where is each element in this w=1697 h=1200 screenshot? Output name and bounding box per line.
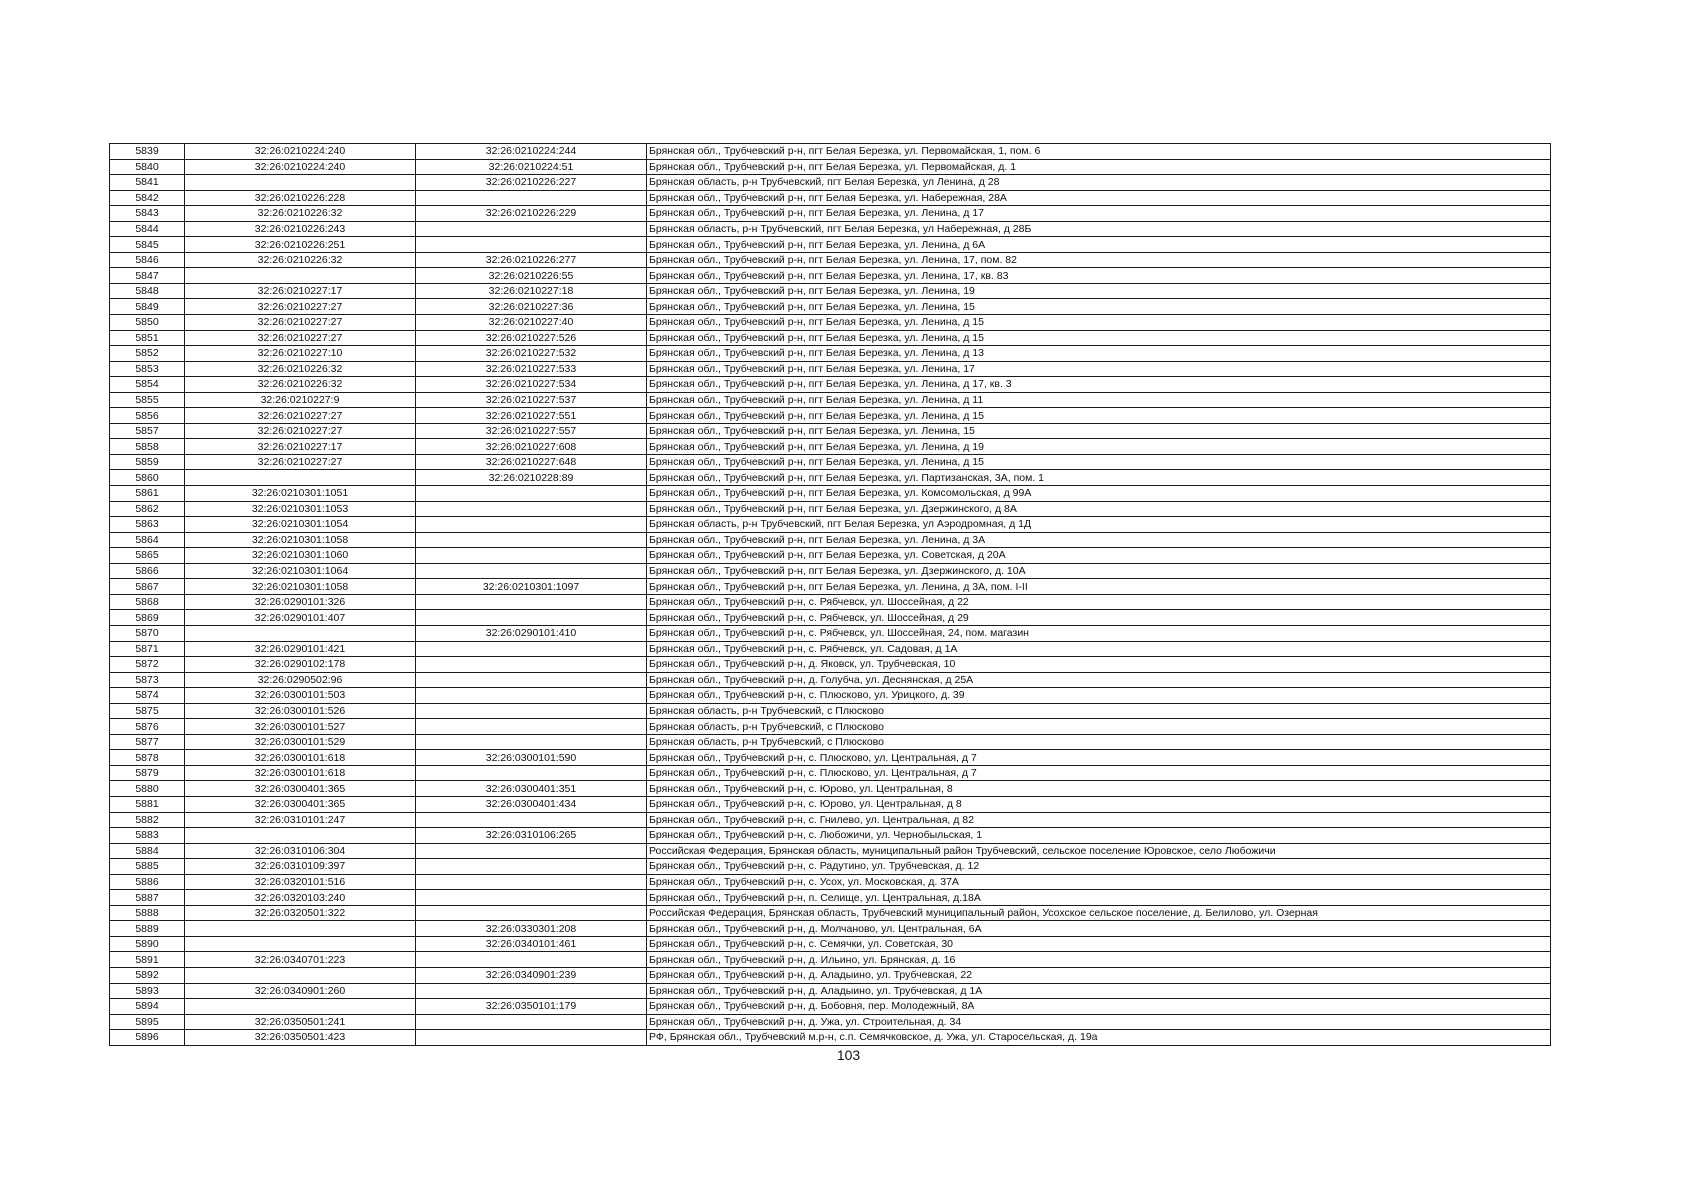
row-number-cell: 5896	[110, 1030, 185, 1046]
land-plot-cadastral-cell: 32:26:0210301:1064	[185, 563, 416, 579]
address-cell: Брянская область, р-н Трубчевский, с Плюсково	[647, 719, 1551, 735]
building-cadastral-cell: 32:26:0330301:208	[416, 921, 647, 937]
building-cadastral-cell	[416, 812, 647, 828]
land-plot-cadastral-cell: 32:26:0210301:1054	[185, 517, 416, 533]
table-row	[110, 315, 1551, 331]
row-number-cell: 5894	[110, 999, 185, 1015]
row-number-cell: 5880	[110, 781, 185, 797]
row-number-cell: 5855	[110, 392, 185, 408]
land-plot-cadastral-cell	[185, 268, 416, 284]
building-cadastral-cell	[416, 486, 647, 502]
land-plot-cadastral-cell: 32:26:0210301:1053	[185, 501, 416, 517]
address-cell: Брянская обл., Трубчевский р-н, д. Аладыино, ул. Трубчевская, д 1А	[647, 983, 1551, 999]
building-cadastral-cell: 32:26:0210224:244	[416, 144, 647, 160]
table-row	[110, 874, 1551, 890]
land-plot-cadastral-cell: 32:26:0210224:240	[185, 144, 416, 160]
building-cadastral-cell: 32:26:0210227:40	[416, 315, 647, 331]
building-cadastral-cell: 32:26:0310106:265	[416, 828, 647, 844]
building-cadastral-cell	[416, 237, 647, 253]
address-cell: Брянская область, р-н Трубчевский, пгт Белая Березка, ул Набережная, д 28Б	[647, 221, 1551, 237]
building-cadastral-cell: 32:26:0210227:648	[416, 454, 647, 470]
row-number-cell: 5864	[110, 532, 185, 548]
building-cadastral-cell: 32:26:0210226:227	[416, 175, 647, 191]
building-cadastral-cell	[416, 843, 647, 859]
row-number-cell: 5886	[110, 874, 185, 890]
table-row	[110, 936, 1551, 952]
table-row	[110, 486, 1551, 502]
row-number-cell: 5857	[110, 423, 185, 439]
address-cell: Брянская область, р-н Трубчевский, пгт Белая Березка, ул Аэродромная, д 1Д	[647, 517, 1551, 533]
land-plot-cadastral-cell	[185, 936, 416, 952]
address-cell: Брянская обл., Трубчевский р-н, пгт Белая Березка, ул. Ленина, д 17	[647, 206, 1551, 222]
table-row	[110, 579, 1551, 595]
address-cell: Брянская обл., Трубчевский р-н, пгт Белая Березка, ул. Ленина, д 3А, пом. I-II	[647, 579, 1551, 595]
building-cadastral-cell	[416, 905, 647, 921]
row-number-cell: 5846	[110, 252, 185, 268]
row-number-cell: 5889	[110, 921, 185, 937]
address-cell: Брянская обл., Трубчевский р-н, д. Бобовня, пер. Молодежный, 8А	[647, 999, 1551, 1015]
address-cell: Брянская обл., Трубчевский р-н, пгт Белая Березка, ул. Ленина, д 11	[647, 392, 1551, 408]
address-cell: Брянская обл., Трубчевский р-н, с. Радутино, ул. Трубчевская, д. 12	[647, 859, 1551, 875]
address-cell: Брянская обл., Трубчевский р-н, с. Плюсково, ул. Урицкого, д. 39	[647, 688, 1551, 704]
address-cell: Брянская обл., Трубчевский р-н, пгт Белая Березка, ул. Ленина, д 13	[647, 346, 1551, 362]
address-cell: Брянская обл., Трубчевский р-н, пгт Белая Березка, ул. Ленина, д 15	[647, 315, 1551, 331]
address-cell: Брянская обл., Трубчевский р-н, пгт Белая Березка, ул. Ленина, 19	[647, 283, 1551, 299]
address-cell: Брянская обл., Трубчевский р-н, д. Яковск, ул. Трубчевская, 10	[647, 657, 1551, 673]
table-row	[110, 268, 1551, 284]
page-number: 103	[836, 1047, 861, 1063]
land-plot-cadastral-cell: 32:26:0210226:228	[185, 190, 416, 206]
row-number-cell: 5892	[110, 967, 185, 983]
land-plot-cadastral-cell: 32:26:0210227:10	[185, 346, 416, 362]
row-number-cell: 5860	[110, 470, 185, 486]
address-cell: Брянская обл., Трубчевский р-н, с. Рябчевск, ул. Шоссейная, 24, пом. магазин	[647, 625, 1551, 641]
land-plot-cadastral-cell: 32:26:0300401:365	[185, 781, 416, 797]
table-row	[110, 517, 1551, 533]
land-plot-cadastral-cell: 32:26:0210301:1051	[185, 486, 416, 502]
building-cadastral-cell	[416, 641, 647, 657]
building-cadastral-cell	[416, 501, 647, 517]
building-cadastral-cell	[416, 765, 647, 781]
land-plot-cadastral-cell: 32:26:0210227:27	[185, 408, 416, 424]
table-row	[110, 641, 1551, 657]
row-number-cell: 5883	[110, 828, 185, 844]
table-row	[110, 967, 1551, 983]
building-cadastral-cell: 32:26:0210227:534	[416, 377, 647, 393]
land-plot-cadastral-cell	[185, 625, 416, 641]
row-number-cell: 5859	[110, 454, 185, 470]
land-plot-cadastral-cell: 32:26:0210227:27	[185, 454, 416, 470]
table-row	[110, 175, 1551, 191]
building-cadastral-cell	[416, 221, 647, 237]
address-cell: Брянская обл., Трубчевский р-н, пгт Белая Березка, ул. Ленина, д 17, кв. 3	[647, 377, 1551, 393]
table-row	[110, 470, 1551, 486]
address-cell: Брянская обл., Трубчевский р-н, с. Семячки, ул. Советская, 30	[647, 936, 1551, 952]
address-cell: Брянская обл., Трубчевский р-н, д. Аладыино, ул. Трубчевская, 22	[647, 967, 1551, 983]
table-row	[110, 921, 1551, 937]
address-cell: Брянская обл., Трубчевский р-н, пгт Белая Березка, ул. Дзержинского, д. 10А	[647, 563, 1551, 579]
building-cadastral-cell: 32:26:0210224:51	[416, 159, 647, 175]
table-row	[110, 454, 1551, 470]
building-cadastral-cell: 32:26:0210227:608	[416, 439, 647, 455]
row-number-cell: 5850	[110, 315, 185, 331]
land-plot-cadastral-cell: 32:26:0300101:529	[185, 734, 416, 750]
building-cadastral-cell	[416, 532, 647, 548]
row-number-cell: 5848	[110, 283, 185, 299]
table-row	[110, 625, 1551, 641]
address-cell: Брянская обл., Трубчевский р-н, с. Гнилево, ул. Центральная, д 82	[647, 812, 1551, 828]
row-number-cell: 5842	[110, 190, 185, 206]
address-cell: Российская Федерация, Брянская область, Трубчевский муниципальный район, Усохское сельское поселение, д. Белилово, ул. Озерная	[647, 905, 1551, 921]
table-row	[110, 796, 1551, 812]
table-row	[110, 828, 1551, 844]
land-plot-cadastral-cell: 32:26:0290101:407	[185, 610, 416, 626]
building-cadastral-cell: 32:26:0340901:239	[416, 967, 647, 983]
table-row	[110, 501, 1551, 517]
row-number-cell: 5868	[110, 594, 185, 610]
address-cell: Брянская обл., Трубчевский р-н, с. Юрово, ул. Центральная, 8	[647, 781, 1551, 797]
land-plot-cadastral-cell: 32:26:0310101:247	[185, 812, 416, 828]
land-plot-cadastral-cell: 32:26:0290101:421	[185, 641, 416, 657]
building-cadastral-cell	[416, 594, 647, 610]
address-cell: Брянская обл., Трубчевский р-н, пгт Белая Березка, ул. Ленина, д 15	[647, 408, 1551, 424]
building-cadastral-cell	[416, 890, 647, 906]
building-cadastral-cell	[416, 688, 647, 704]
land-plot-cadastral-cell: 32:26:0210226:32	[185, 361, 416, 377]
table-row	[110, 952, 1551, 968]
land-plot-cadastral-cell: 32:26:0210301:1058	[185, 532, 416, 548]
row-number-cell: 5862	[110, 501, 185, 517]
building-cadastral-cell	[416, 719, 647, 735]
address-cell: Брянская обл., Трубчевский р-н, пгт Белая Березка, ул. Ленина, д 15	[647, 454, 1551, 470]
address-cell: Брянская обл., Трубчевский р-н, пгт Белая Березка, ул. Ленина, 17	[647, 361, 1551, 377]
row-number-cell: 5887	[110, 890, 185, 906]
registry-table-body	[110, 144, 1551, 1046]
table-row	[110, 548, 1551, 564]
address-cell: Брянская обл., Трубчевский р-н, пгт Белая Березка, ул. Ленина, 17, пом. 82	[647, 252, 1551, 268]
building-cadastral-cell: 32:26:0210226:55	[416, 268, 647, 284]
land-plot-cadastral-cell: 32:26:0310109:397	[185, 859, 416, 875]
table-row	[110, 563, 1551, 579]
table-row	[110, 610, 1551, 626]
row-number-cell: 5869	[110, 610, 185, 626]
address-cell: Брянская область, р-н Трубчевский, пгт Белая Березка, ул Ленина, д 28	[647, 175, 1551, 191]
building-cadastral-cell: 32:26:0210227:557	[416, 423, 647, 439]
address-cell: Брянская обл., Трубчевский р-н, д. Молчаново, ул. Центральная, 6А	[647, 921, 1551, 937]
table-row	[110, 1014, 1551, 1030]
land-plot-cadastral-cell: 32:26:0210226:243	[185, 221, 416, 237]
land-plot-cadastral-cell: 32:26:0210227:27	[185, 315, 416, 331]
building-cadastral-cell	[416, 874, 647, 890]
table-row	[110, 330, 1551, 346]
building-cadastral-cell	[416, 190, 647, 206]
table-row	[110, 283, 1551, 299]
address-cell: Брянская обл., Трубчевский р-н, с. Плюсково, ул. Центральная, д 7	[647, 765, 1551, 781]
building-cadastral-cell	[416, 610, 647, 626]
table-row	[110, 532, 1551, 548]
address-cell: РФ, Брянская обл., Трубчевский м.р-н, с.п. Семячковское, д. Ужа, ул. Старосельская, д. 19а	[647, 1030, 1551, 1046]
land-plot-cadastral-cell: 32:26:0210227:17	[185, 283, 416, 299]
land-plot-cadastral-cell	[185, 999, 416, 1015]
row-number-cell: 5865	[110, 548, 185, 564]
land-plot-cadastral-cell: 32:26:0210227:27	[185, 330, 416, 346]
row-number-cell: 5854	[110, 377, 185, 393]
address-cell: Брянская обл., Трубчевский р-н, пгт Белая Березка, ул. Ленина, 15	[647, 423, 1551, 439]
row-number-cell: 5893	[110, 983, 185, 999]
row-number-cell: 5875	[110, 703, 185, 719]
address-cell: Брянская область, р-н Трубчевский, с Плюсково	[647, 734, 1551, 750]
row-number-cell: 5872	[110, 657, 185, 673]
building-cadastral-cell: 32:26:0340101:461	[416, 936, 647, 952]
land-plot-cadastral-cell	[185, 967, 416, 983]
row-number-cell: 5879	[110, 765, 185, 781]
building-cadastral-cell: 32:26:0210227:36	[416, 299, 647, 315]
land-plot-cadastral-cell: 32:26:0210301:1058	[185, 579, 416, 595]
land-plot-cadastral-cell: 32:26:0290102:178	[185, 657, 416, 673]
table-row	[110, 299, 1551, 315]
land-plot-cadastral-cell: 32:26:0210227:17	[185, 439, 416, 455]
table-row	[110, 734, 1551, 750]
land-plot-cadastral-cell: 32:26:0310106:304	[185, 843, 416, 859]
row-number-cell: 5851	[110, 330, 185, 346]
table-row	[110, 983, 1551, 999]
address-cell: Брянская обл., Трубчевский р-н, с. Любожичи, ул. Чернобыльская, 1	[647, 828, 1551, 844]
building-cadastral-cell: 32:26:0350101:179	[416, 999, 647, 1015]
row-number-cell: 5884	[110, 843, 185, 859]
land-plot-cadastral-cell: 32:26:0210226:251	[185, 237, 416, 253]
building-cadastral-cell: 32:26:0300401:351	[416, 781, 647, 797]
table-row	[110, 221, 1551, 237]
building-cadastral-cell: 32:26:0210301:1097	[416, 579, 647, 595]
row-number-cell: 5839	[110, 144, 185, 160]
table-row	[110, 657, 1551, 673]
address-cell: Брянская обл., Трубчевский р-н, с. Рябчевск, ул. Шоссейная, д 29	[647, 610, 1551, 626]
row-number-cell: 5856	[110, 408, 185, 424]
table-row	[110, 252, 1551, 268]
land-plot-cadastral-cell: 32:26:0300101:527	[185, 719, 416, 735]
land-plot-cadastral-cell: 32:26:0210301:1060	[185, 548, 416, 564]
building-cadastral-cell: 32:26:0210227:551	[416, 408, 647, 424]
land-plot-cadastral-cell: 32:26:0210227:27	[185, 423, 416, 439]
row-number-cell: 5843	[110, 206, 185, 222]
row-number-cell: 5874	[110, 688, 185, 704]
building-cadastral-cell	[416, 563, 647, 579]
address-cell: Брянская обл., Трубчевский р-н, пгт Белая Березка, ул. Партизанская, 3А, пом. 1	[647, 470, 1551, 486]
table-row	[110, 750, 1551, 766]
table-row	[110, 408, 1551, 424]
row-number-cell: 5844	[110, 221, 185, 237]
table-row	[110, 237, 1551, 253]
row-number-cell: 5881	[110, 796, 185, 812]
table-row	[110, 346, 1551, 362]
address-cell: Брянская обл., Трубчевский р-н, с. Усох, ул. Московская, д. 37А	[647, 874, 1551, 890]
table-row	[110, 377, 1551, 393]
address-cell: Брянская обл., Трубчевский р-н, с. Плюсково, ул. Центральная, д 7	[647, 750, 1551, 766]
table-row	[110, 719, 1551, 735]
land-plot-cadastral-cell	[185, 470, 416, 486]
land-plot-cadastral-cell	[185, 921, 416, 937]
table-row	[110, 905, 1551, 921]
table-row	[110, 423, 1551, 439]
address-cell: Брянская обл., Трубчевский р-н, п. Селище, ул. Центральная, д.18А	[647, 890, 1551, 906]
row-number-cell: 5866	[110, 563, 185, 579]
land-plot-cadastral-cell: 32:26:0350501:241	[185, 1014, 416, 1030]
building-cadastral-cell	[416, 859, 647, 875]
address-cell: Брянская обл., Трубчевский р-н, с. Юрово, ул. Центральная, д 8	[647, 796, 1551, 812]
land-plot-cadastral-cell: 32:26:0320101:516	[185, 874, 416, 890]
row-number-cell: 5840	[110, 159, 185, 175]
land-plot-cadastral-cell: 32:26:0300101:618	[185, 765, 416, 781]
land-plot-cadastral-cell: 32:26:0300101:526	[185, 703, 416, 719]
address-cell: Брянская обл., Трубчевский р-н, с. Рябчевск, ул. Шоссейная, д 22	[647, 594, 1551, 610]
land-plot-cadastral-cell	[185, 175, 416, 191]
building-cadastral-cell	[416, 548, 647, 564]
land-plot-cadastral-cell: 32:26:0300401:365	[185, 796, 416, 812]
land-plot-cadastral-cell: 32:26:0290502:96	[185, 672, 416, 688]
building-cadastral-cell: 32:26:0210226:277	[416, 252, 647, 268]
building-cadastral-cell: 32:26:0300101:590	[416, 750, 647, 766]
row-number-cell: 5853	[110, 361, 185, 377]
building-cadastral-cell: 32:26:0210227:18	[416, 283, 647, 299]
table-row	[110, 859, 1551, 875]
row-number-cell: 5876	[110, 719, 185, 735]
table-row	[110, 206, 1551, 222]
table-row	[110, 765, 1551, 781]
land-plot-cadastral-cell: 32:26:0320103:240	[185, 890, 416, 906]
land-plot-cadastral-cell: 32:26:0320501:322	[185, 905, 416, 921]
address-cell: Брянская обл., Трубчевский р-н, пгт Белая Березка, ул. Ленина, 15	[647, 299, 1551, 315]
land-plot-cadastral-cell: 32:26:0290101:326	[185, 594, 416, 610]
table-row	[110, 890, 1551, 906]
land-plot-cadastral-cell: 32:26:0210226:32	[185, 206, 416, 222]
building-cadastral-cell	[416, 703, 647, 719]
row-number-cell: 5871	[110, 641, 185, 657]
address-cell: Брянская обл., Трубчевский р-н, с. Рябчевск, ул. Садовая, д 1А	[647, 641, 1551, 657]
address-cell: Брянская обл., Трубчевский р-н, пгт Белая Березка, ул. Ленина, д 3А	[647, 532, 1551, 548]
table-row	[110, 843, 1551, 859]
row-number-cell: 5847	[110, 268, 185, 284]
address-cell: Брянская обл., Трубчевский р-н, пгт Белая Березка, ул. Ленина, д 15	[647, 330, 1551, 346]
table-row	[110, 781, 1551, 797]
building-cadastral-cell: 32:26:0210227:532	[416, 346, 647, 362]
row-number-cell: 5888	[110, 905, 185, 921]
building-cadastral-cell	[416, 734, 647, 750]
building-cadastral-cell	[416, 672, 647, 688]
land-plot-cadastral-cell: 32:26:0210226:32	[185, 252, 416, 268]
table-row	[110, 190, 1551, 206]
table-row	[110, 999, 1551, 1015]
address-cell: Брянская область, р-н Трубчевский, с Плюсково	[647, 703, 1551, 719]
table-row	[110, 144, 1551, 160]
building-cadastral-cell	[416, 517, 647, 533]
table-row	[110, 392, 1551, 408]
row-number-cell: 5861	[110, 486, 185, 502]
table-row	[110, 703, 1551, 719]
row-number-cell: 5841	[110, 175, 185, 191]
building-cadastral-cell: 32:26:0210227:533	[416, 361, 647, 377]
row-number-cell: 5845	[110, 237, 185, 253]
address-cell: Брянская обл., Трубчевский р-н, пгт Белая Березка, ул. Первомайская, д. 1	[647, 159, 1551, 175]
row-number-cell: 5867	[110, 579, 185, 595]
document-sheet	[109, 143, 1550, 1046]
row-number-cell: 5858	[110, 439, 185, 455]
land-plot-cadastral-cell: 32:26:0210227:27	[185, 299, 416, 315]
land-plot-cadastral-cell	[185, 828, 416, 844]
land-plot-cadastral-cell: 32:26:0210224:240	[185, 159, 416, 175]
table-row	[110, 594, 1551, 610]
row-number-cell: 5895	[110, 1014, 185, 1030]
land-plot-cadastral-cell: 32:26:0300101:618	[185, 750, 416, 766]
address-cell: Брянская обл., Трубчевский р-н, пгт Белая Березка, ул. Советская, д 20А	[647, 548, 1551, 564]
row-number-cell: 5849	[110, 299, 185, 315]
land-plot-cadastral-cell: 32:26:0210227:9	[185, 392, 416, 408]
row-number-cell: 5891	[110, 952, 185, 968]
land-plot-cadastral-cell: 32:26:0300101:503	[185, 688, 416, 704]
land-plot-cadastral-cell: 32:26:0340901:260	[185, 983, 416, 999]
row-number-cell: 5877	[110, 734, 185, 750]
building-cadastral-cell	[416, 952, 647, 968]
address-cell: Российская Федерация, Брянская область, муниципальный район Трубчевский, сельское поселение Юровское, село Любожичи	[647, 843, 1551, 859]
land-plot-cadastral-cell: 32:26:0340701:223	[185, 952, 416, 968]
address-cell: Брянская обл., Трубчевский р-н, д. Голубча, ул. Деснянская, д 25А	[647, 672, 1551, 688]
row-number-cell: 5852	[110, 346, 185, 362]
building-cadastral-cell: 32:26:0210228:89	[416, 470, 647, 486]
table-row	[110, 672, 1551, 688]
address-cell: Брянская обл., Трубчевский р-н, д. Ильино, ул. Брянская, д. 16	[647, 952, 1551, 968]
building-cadastral-cell	[416, 1014, 647, 1030]
row-number-cell: 5878	[110, 750, 185, 766]
address-cell: Брянская обл., Трубчевский р-н, пгт Белая Березка, ул. Первомайская, 1, пом. 6	[647, 144, 1551, 160]
address-cell: Брянская обл., Трубчевский р-н, д. Ужа, ул. Строительная, д. 34	[647, 1014, 1551, 1030]
property-registry-table	[109, 143, 1551, 1046]
address-cell: Брянская обл., Трубчевский р-н, пгт Белая Березка, ул. Комсомольская, д 99А	[647, 486, 1551, 502]
row-number-cell: 5863	[110, 517, 185, 533]
building-cadastral-cell	[416, 657, 647, 673]
row-number-cell: 5870	[110, 625, 185, 641]
building-cadastral-cell: 32:26:0210226:229	[416, 206, 647, 222]
table-row	[110, 1030, 1551, 1046]
building-cadastral-cell: 32:26:0210227:537	[416, 392, 647, 408]
building-cadastral-cell	[416, 983, 647, 999]
building-cadastral-cell: 32:26:0300401:434	[416, 796, 647, 812]
building-cadastral-cell	[416, 1030, 647, 1046]
address-cell: Брянская обл., Трубчевский р-н, пгт Белая Березка, ул. Набережная, 28А	[647, 190, 1551, 206]
table-row	[110, 439, 1551, 455]
land-plot-cadastral-cell: 32:26:0210226:32	[185, 377, 416, 393]
address-cell: Брянская обл., Трубчевский р-н, пгт Белая Березка, ул. Ленина, д 6А	[647, 237, 1551, 253]
row-number-cell: 5873	[110, 672, 185, 688]
building-cadastral-cell: 32:26:0210227:526	[416, 330, 647, 346]
address-cell: Брянская обл., Трубчевский р-н, пгт Белая Березка, ул. Ленина, д 19	[647, 439, 1551, 455]
table-row	[110, 812, 1551, 828]
land-plot-cadastral-cell: 32:26:0350501:423	[185, 1030, 416, 1046]
building-cadastral-cell: 32:26:0290101:410	[416, 625, 647, 641]
row-number-cell: 5890	[110, 936, 185, 952]
table-row	[110, 361, 1551, 377]
address-cell: Брянская обл., Трубчевский р-н, пгт Белая Березка, ул. Дзержинского, д 8А	[647, 501, 1551, 517]
address-cell: Брянская обл., Трубчевский р-н, пгт Белая Березка, ул. Ленина, 17, кв. 83	[647, 268, 1551, 284]
table-row	[110, 159, 1551, 175]
row-number-cell: 5882	[110, 812, 185, 828]
row-number-cell: 5885	[110, 859, 185, 875]
table-row	[110, 688, 1551, 704]
